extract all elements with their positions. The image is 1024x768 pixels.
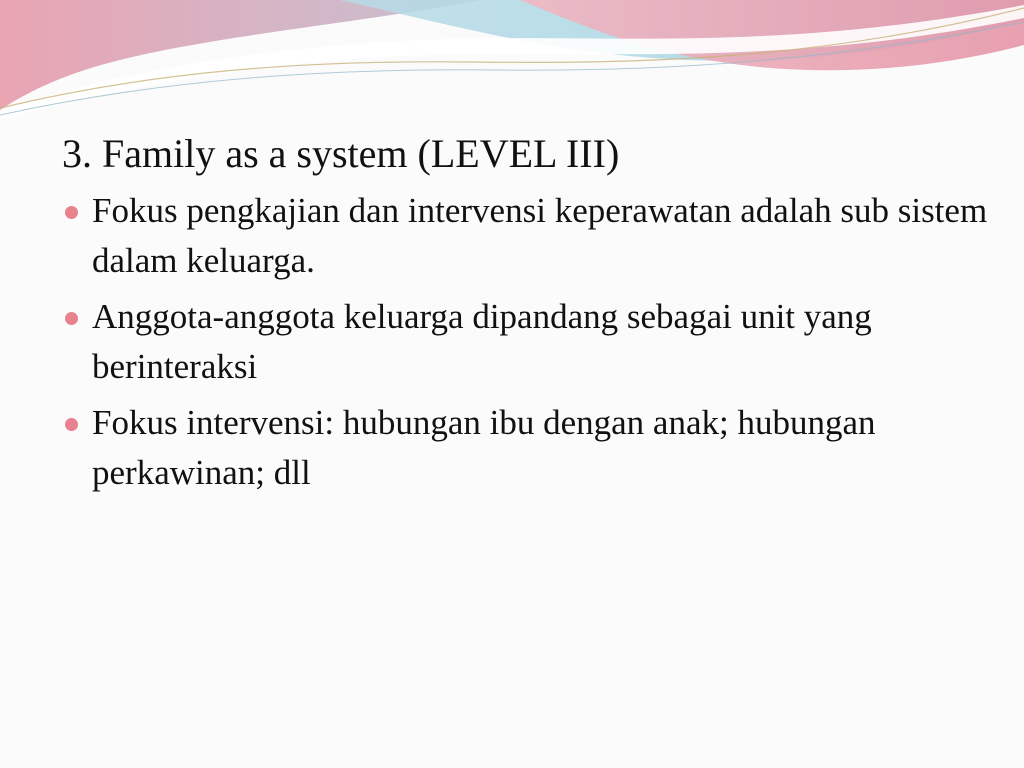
bullet-item bbox=[62, 398, 992, 498]
bullet-item bbox=[62, 186, 992, 286]
decorative-wave-header bbox=[0, 0, 1024, 130]
bullet-text: Fokus intervensi: hubungan ibu dengan anak; hubungan perkawinan; dll bbox=[92, 403, 876, 492]
slide-title: 3. Family as a system (LEVEL III) bbox=[62, 131, 620, 176]
bullet-dot-icon bbox=[65, 206, 78, 219]
bullet-text: Fokus pengkajian dan intervensi keperawatan adalah sub sistem dalam keluarga. bbox=[92, 191, 988, 280]
bullet-item bbox=[62, 292, 992, 392]
bullet-list bbox=[62, 186, 992, 498]
slide-content bbox=[62, 128, 992, 504]
bullet-dot-icon bbox=[65, 418, 78, 431]
bullet-text: Anggota-anggota keluarga dipandang sebagai unit yang berinteraksi bbox=[92, 297, 872, 386]
bullet-dot-icon bbox=[65, 312, 78, 325]
